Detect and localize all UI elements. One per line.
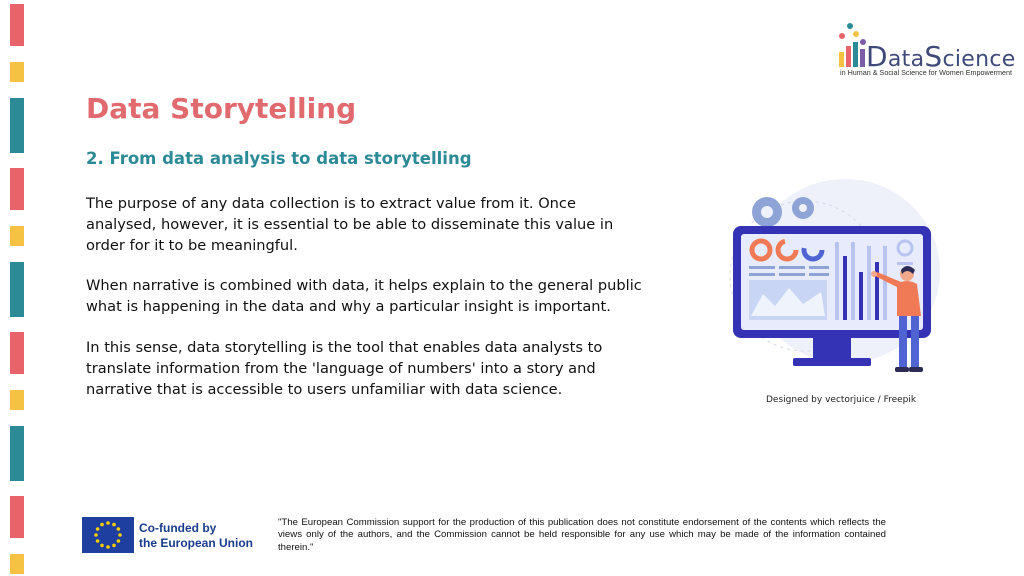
body-paragraph-3: In this sense, data storytelling is the tool that enables data analysts to translate information from the 'language of numbers' into a story and narrative that is accessible to users unfamiliar with data science. [86,339,603,398]
strip-segment [10,496,24,538]
slide-title: Data Storytelling [86,92,357,125]
datascience-logo [836,20,1016,82]
gear-icon [752,197,782,227]
eu-disclaimer: "The European Commission support for the production of this publication does not constitute endorsement of the contents which reflects the views only of the authors, and the Commission cannot be held responsible for any use which may be made of the information contained therein." [278,517,886,553]
strip-segment [10,62,24,82]
strip-segment [10,426,24,481]
image-credit: Designed by vectorjuice / Freepik [766,395,917,405]
eu-cofunded-label [139,521,253,551]
body-paragraph-1: The purpose of any data collection is to extract value from it. Once analysed, however, it is essential to be able to disseminate this value in order for it to be meaningful. [86,195,614,254]
gear-icon [792,197,814,219]
strip-segment [10,98,24,153]
side-color-strip [10,0,24,576]
strip-segment [10,226,24,246]
eu-label-line-2: the European Union [139,536,253,550]
strip-segment [10,262,24,317]
strip-segment [10,168,24,210]
logo-tagline: in Human & Social Science for Women Empowerment [840,68,1013,77]
bar-chart-people-icon [836,22,870,68]
eu-flag-icon [82,517,134,553]
strip-segment [10,554,24,574]
body-paragraph-2: When narrative is combined with data, it helps explain to the general public what is happening in the data and why a particular insight is important. [86,277,642,315]
strip-segment [10,4,24,46]
data-dashboard-illustration [725,176,940,381]
strip-segment [10,390,24,410]
strip-segment [10,332,24,374]
eu-label-line-1: Co-funded by [139,521,217,535]
slide-subtitle: 2. From data analysis to data storytelling [86,149,472,168]
logo-wordmark: DataScience [866,40,1016,73]
